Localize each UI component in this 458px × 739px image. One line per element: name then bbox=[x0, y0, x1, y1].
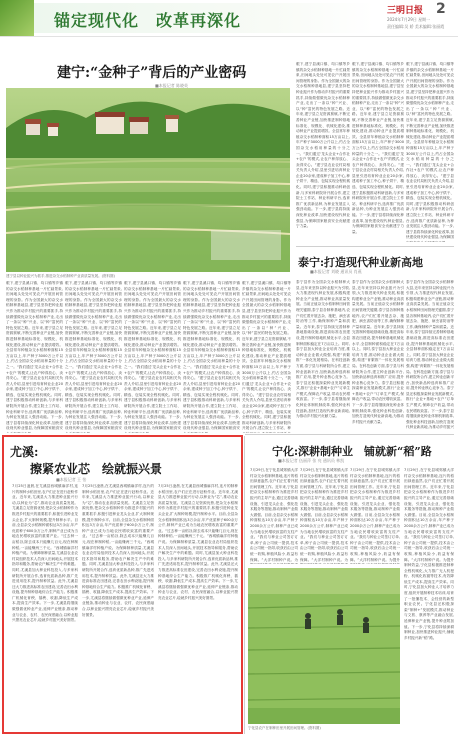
header-decoration bbox=[0, 0, 34, 36]
page-header bbox=[0, 0, 458, 37]
article2-column-3: 泰宁县作为全国杂交水稻制种大县,近年来坚持以种业振兴为引领,大力推进现代种业发展,积极构建种业全产业链,推动种业高质量发展。当前正值杂交水稻制种田间管理关键期,泰宁县各制种基地内,农户们忙着开展去杂、施肥、病虫害防治等工作,确保制种产量和质量。近年来,泰宁县持续完善制种基地基础设施,推进高标准农田建设,提升制种基地机械化水平,全县制种面积稳定在7万亩以上。同时,泰宁县加大种业企业培育力度,推动种业企业做大做强,构建“育繁推”一体化发展格局。在科技创新方面,泰宁县与科研院所合作,建立种业创新平台,加快新品种选育和推广应用,提升种业核心竞争力。泰宁县还积极探索种业发展新模式,推行“企业+基地+农户”订单生产模式,保障农户收益,带动农民增收致富。下一步,泰宁县将继续深化种业体制机制改革,强化种业科技创新,加快打造现代种业新高地,为推动乡村振兴 bbox=[406, 280, 454, 430]
article2-column-2: 泰宁县作为全国杂交水稻制种大县,近年来坚持以种业振兴为引领,大力推进现代种业发展,积极构建种业全产业链,推动种业高质量发展。当前正值杂交水稻制种田间管理关键期,泰宁县各制种基地内,农户们忙着开展去杂、施肥、病虫害防治等工作,确保制种产量和质量。近年来,泰宁县持续完善制种基地基础设施,推进高标准农田建设,提升制种基地机械化水平,全县制种面积稳定在7万亩以上。同时,泰宁县加大种业企业培育力度,推动种业企业做大做强,构建“育繁推”一体化发展格局。在科技创新方面,泰宁县与科研院所合作,建立种业创新平台,加快新品种选育和推广应用,提升种业核心竞争力。泰宁县还积极探索种业发展新模式,推行“企业+基地+农户”订单生产模式,保障农户收益,带动农民增收致富。下一步,泰宁县将继续深化种业体制机制改革,强化种业科技创新,加快打造现代种业新高地,为推动乡村振兴贡献力量。 bbox=[352, 280, 404, 424]
article2-byline: ■本报记者 刘晓 通讯员 肖燕 bbox=[310, 269, 362, 274]
article2-column-1: 泰宁县作为全国杂交水稻制种大县,近年来坚持以种业振兴为引领,大力推进现代种业发展,积极构建种业全产业链,推动种业高质量发展。当前正值杂交水稻制种田间管理关键期,泰宁县各制种基地内,农户们忙着开展去杂、施肥、病虫害防治等工作,确保制种产量和质量。近年来,泰宁县持续完善制种基地基础设施,推进高标准农田建设,提升制种基地机械化水平,全县制种面积稳定在7万亩以上。同时,泰宁县加大种业企业培育力度,推动种业企业做大做强,构建“育繁推”一体化发展格局。在科技创新方面,泰宁县与科研院所合作,建立种业创新平台,加快新品种选育和推广应用,提升种业核心竞争力。泰宁县还积极探索种业发展新模式,推行“企业+基地+农户”订单生产模式,保障农户收益,带动农民增收致富。下一步,泰宁县将继续深化种业体制机制改革,强化种业科技创新,加快打造现代种业新高地,为推动乡村振兴贡献力量。 bbox=[296, 280, 350, 419]
article3-title: 擦紧农业芯 绘就振兴景 bbox=[30, 462, 163, 476]
issue-date: 2024年7月29日 星期一 bbox=[387, 17, 431, 22]
article1-column-8: 眼下,建宁县溪口镇、均口镇等乡镇的杂交水稻制种基地一片忙碌景象,田间地头处处可见农户开展田间管理的身影。作为全国最大的杂交水稻制种基地县,建宁县坚持把种业振兴作为推动乡村振兴的重要抓手,持续做强做优杂交水稻制种产业,走出了一条以“种”兴业、以“种”富民的特色发展之路。近年来,建宁县立足资源禀赋,不断完善种业产业链,加快推进制种基地标准化、规模化、机械化建设,推动种业产业提质增效。全县常年种植杂交水稻制种面积15万亩以上,年产种子3000万公斤以上,约占全国杂交水稻用种量的十分之一。“我们通过‘龙头企业+合作社+农户’的模式,让农户种得放心、卖得安心。”建宁县农业农村局相关负责人介绍,县里引进培育种业企业20余家,建成种子加工中心,种子烘干、精选、包装实现全程机械化。同时,建宁县积极推动科研创新,与多家科研院所开展合作,建立院士工作站、种业科研平台,选育推广优质新品种,为种业发展注入强劲动能。下一步,建宁县将持续深化种业改革,加快建设现代种业强县,为保障国 bbox=[406, 62, 454, 240]
article4-caption: 宁化县农户在制种田里开展田间管理。(资料图) bbox=[248, 726, 321, 730]
article1-column-4: 眼下,建宁县溪口镇、均口镇等乡镇的杂交水稻制种基地一片忙碌景象,田间地头处处可见农户开展田间管理的身影。作为全国最大的杂交水稻制种基地县,建宁县坚持把种业振兴作为推动乡村振兴的重要抓手,持续做强做优杂交水稻制种产业,走出了一条以“种”兴业、以“种”富民的特色发展之路。近年来,建宁县立足资源禀赋,不断完善种业产业链,加快推进制种基地标准化、规模化、机械化建设,推动种业产业提质增效。全县常年种植杂交水稻制种面积15万亩以上,年产种子3000万公斤以上,约占全国杂交水稻用种量的十分之一。“我们通过‘龙头企业+合作社+农户’的模式,让农户种得放心、卖得安心。”建宁县农业农村局相关负责人介绍,县里引进培育种业企业20余家,建成种子加工中心,种子烘干、精选、包装实现全程机械化。同时,建宁县积极推动科研创新,与多家科研院所开展合作,建立院士工作站、种业科研平台,选育推广优质新品种,为种业发展注入强劲动能。下一步,建宁县将持续深化种业改革,加快建设现代种业强县,为保障国家粮食安 bbox=[183, 281, 240, 431]
article1-title: 建宁:“金种子”背后的产业密码 bbox=[57, 65, 247, 81]
article3-column-1: 7月25日凌晨,在尤溪县西城镇麻洋村,连片的制种水稻田里,农户们正在进行赶粉作业。近年来,尤溪县大力推进种业振兴行动,以种业为“芯”,推动农业高质量发展。尤溪县立足资源优势,把杂交水稻制种作为推进乡村振兴的重要抓手,积极引进种业龙头企业,扩大制种规模,提升制种水平。目前,全县杂交水稻制种面积达3万余亩,年产优质种子600余万公斤,制种产业已成为当地农民增收致富的重要产业。“过去种一亩稻谷,除去成本只能赚几百元,现在种制种稻,一亩能赚两三千元。”西城镇麻洋村种植户说。为保障制种质量,尤溪县农业农村局组织技术人员深入田间地头,开展技术指导和服务,帮助农户解决生产中的难题。同时,尤溪县加大种业科技投入,与多家科研院所开展合作,选育优质新品种,推广先进适用技术,提升制种效益。此外,尤溪县还大力推进高标准农田建设,完善农田水利设施,提升制种基地综合生产能力。积极推广机械化育秧、插秧、收割,降低生产成本,提高生产效率。下一步,尤溪县将继续做强做优种业产业,延伸产业链条,推动种业与农业、农村、农民深度融合,以种业振兴擦亮农业芯片,绘就乡村振兴美好图景。 bbox=[12, 484, 78, 623]
article1-column-6: 眼下,建宁县溪口镇、均口镇等乡镇的杂交水稻制种基地一片忙碌景象,田间地头处处可见农户开展田间管理的身影。作为全国最大的杂交水稻制种基地县,建宁县坚持把种业振兴作为推动乡村振兴的重要抓手,持续做强做优杂交水稻制种产业,走出了一条以“种”兴业、以“种”富民的特色发展之路。近年来,建宁县立足资源禀赋,不断完善种业产业链,加快推进制种基地标准化、规模化、机械化建设,推动种业产业提质增效。全县常年种植杂交水稻制种面积15万亩以上,年产种子3000万公斤以上,约占全国杂交水稻用种量的十分之一。“我们通过‘龙头企业+合作社+农户’的模式,让农户种得放心、卖得安心。”建宁县农业农村局相关负责人介绍,县里引进培育种业企业20余家,建成种子加工中心,种子烘干、精选、包装实现全程机械化。同时,建宁县积极推动科研创新,与多家科研院所开展合作,建立院士工作站、种业科研平台,选育推广优质新品种,为种业发展注入强劲动能。下一步,建宁县将持续深化种业改革,加快建设现代种业强县,为保障国家粮食安全贡献建宁力量。 bbox=[296, 62, 350, 229]
article3-column-3: 7月25日凌晨,在尤溪县西城镇麻洋村,连片的制种水稻田里,农户们正在进行赶粉作业。近年来,尤溪县大力推进种业振兴行动,以种业为“芯”,推动农业高质量发展。尤溪县立足资源优势,把杂交水稻制种作为推进乡村振兴的重要抓手,积极引进种业龙头企业,扩大制种规模,提升制种水平。目前,全县杂交水稻制种面积达3万余亩,年产优质种子600余万公斤,制种产业已成为当地农民增收致富的重要产业。“过去种一亩稻谷,除去成本只能赚几百元,现在种制种稻,一亩能赚两三千元。”西城镇麻洋村种植户说。为保障制种质量,尤溪县农业农村局组织技术人员深入田间地头,开展技术指导和服务,帮助农户解决生产中的难题。同时,尤溪县加大种业科技投入,与多家科研院所开展合作,选育优质新品种,推广先进适用技术,提升制种效益。此外,尤溪县还大力推进高标准农田建设,完善农田水利设施,提升制种基地综合生产能力。积极推广机械化育秧、插秧、收割,降低生产成本,提高生产效率。下一步,尤溪县将继续做强做优种业产业,延伸产业链条,推动种业与农业、农村、农民深度融合,以种业振兴擦亮农业芯片,绘就乡村振兴美好图景。 bbox=[158, 484, 238, 600]
newspaper-name: 三明日报 bbox=[387, 6, 424, 16]
article1-column-7: 眼下,建宁县溪口镇、均口镇等乡镇的杂交水稻制种基地一片忙碌景象,田间地头处处可见农户开展田间管理的身影。作为全国最大的杂交水稻制种基地县,建宁县坚持把种业振兴作为推动乡村振兴的重要抓手,持续做强做优杂交水稻制种产业,走出了一条以“种”兴业、以“种”富民的特色发展之路。近年来,建宁县立足资源禀赋,不断完善种业产业链,加快推进制种基地标准化、规模化、机械化建设,推动种业产业提质增效。全县常年种植杂交水稻制种面积15万亩以上,年产种子3000万公斤以上,约占全国杂交水稻用种量的十分之一。“我们通过‘龙头企业+合作社+农户’的模式,让农户种得放心、卖得安心。”建宁县农业农村局相关负责人介绍,县里引进培育种业企业20余家,建成种子加工中心,种子烘干、精选、包装实现全程机械化。同时,建宁县积极推动科研创新,与多家科研院所开展合作,建立院士工作站、种业科研平台,选育推广优质新品种,为种业发展注入强劲动能。下一步,建宁县将持续深化种业改革,加快建设现代种业强县,为保障国家粮食安全贡献建宁力量。 bbox=[352, 62, 404, 234]
article1-column-3: 眼下,建宁县溪口镇、均口镇等乡镇的杂交水稻制种基地一片忙碌景象,田间地头处处可见农户开展田间管理的身影。作为全国最大的杂交水稻制种基地县,建宁县坚持把种业振兴作为推动乡村振兴的重要抓手,持续做强做优杂交水稻制种产业,走出了一条以“种”兴业、以“种”富民的特色发展之路。近年来,建宁县立足资源禀赋,不断完善种业产业链,加快推进制种基地标准化、规模化、机械化建设,推动种业产业提质增效。全县常年种植杂交水稻制种面积15万亩以上,年产种子3000万公斤以上,约占全国杂交水稻用种量的十分之一。“我们通过‘龙头企业+合作社+农户’的模式,让农户种得放心、卖得安心。”建宁县农业农村局相关负责人介绍,县里引进培育种业企业20余家,建成种子加工中心,种子烘干、精选、包装实现全程机械化。同时,建宁县积极推动科研创新,与多家科研院所开展合作,建立院士工作站、种业科研平台,选育推广优质新品种,为种业发展注入强劲动能。下一步,建宁县将持续深化种业改革,加快建设现代种业强县,为保障国家粮食安 bbox=[124, 281, 181, 431]
divider-line bbox=[296, 246, 454, 247]
section-banner: 锚定现代化 改革再深化 bbox=[54, 11, 242, 30]
article2-title: 泰宁:打造现代种业新高地 bbox=[298, 256, 424, 269]
article1-column-2: 眼下,建宁县溪口镇、均口镇等乡镇的杂交水稻制种基地一片忙碌景象,田间地头处处可见农户开展田间管理的身影。作为全国最大的杂交水稻制种基地县,建宁县坚持把种业振兴作为推动乡村振兴的重要抓手,持续做强做优杂交水稻制种产业,走出了一条以“种”兴业、以“种”富民的特色发展之路。近年来,建宁县立足资源禀赋,不断完善种业产业链,加快推进制种基地标准化、规模化、机械化建设,推动种业产业提质增效。全县常年种植杂交水稻制种面积15万亩以上,年产种子3000万公斤以上,约占全国杂交水稻用种量的十分之一。“我们通过‘龙头企业+合作社+农户’的模式,让农户种得放心、卖得安心。”建宁县农业农村局相关负责人介绍,县里引进培育种业企业20余家,建成种子加工中心,种子烘干、精选、包装实现全程机械化。同时,建宁县积极推动科研创新,与多家科研院所开展合作,建立院士工作站、种业科研平台,选育推广优质新品种,为种业发展注入强劲动能。下一步,建宁县将持续深化种业改革,加快建设现代种业强县,为保障国家粮食安 bbox=[65, 281, 122, 431]
article4-column-4: 7月29日,在宁化县城郊镇大洋村杂交水稻制种基地,连片的稻田绿意盎然,农户们正忙着开展田间管理工作。近年来,宁化县把杂交水稻制种作为推进乡村振兴的主导产业,通过完善基础设施、引进龙头企业、强化技术服务等措施,推动制种产业做大做强。目前,全县杂交水稻制种面积达10万余亩,年产种子2000余万公斤,制种产业已成为当地农民增收致富的支柱产业。“我们与种业公司签订订单,种子由公司统一提供,技术由公司统一指导,收获后由公司统一收购,种植风险小,收益有保障。”大洋村制种户说。为提升制种效益,宁化县积极推进制种全程机械化,大力推广无人机授粉、机械化收割等技术,有效降低生产成本,提高生产效率。同时,宁化县加大种业人才培养力度,组织开展制种技术培训,培育了一批懂技术、会经营的新型职业农民。宁化县还积极探索“制种+”发展模式,推动种业与文旅、康养等产业融合发展,延伸种业产业链,提升种业附加值。下一步,宁化县将持续深耕制种业,加快推进种业振兴,铺就乡村振兴新“稻”路。 bbox=[404, 468, 454, 640]
article1-caption: 建宁县以种业振兴为抓手,推进杂交水稻制种产业高质量发展。(资料图) bbox=[6, 274, 115, 278]
article1-byline: ■本报记者 陈晓英 bbox=[155, 83, 189, 88]
article4-column-3: 7月29日,在宁化县城郊镇大洋村杂交水稻制种基地,连片的稻田绿意盎然,农户们正忙着开展田间管理工作。近年来,宁化县把杂交水稻制种作为推进乡村振兴的主导产业,通过完善基础设施、引进龙头企业、强化技术服务等措施,推动制种产业做大做强。目前,全县杂交水稻制种面积达10万余亩,年产种子2000余万公斤,制种产业已成为当地农民增收致富的支柱产业。“我们与种业公司签订订单,种子由公司统一提供,技术由公司统一指导,收获后由公司统一收购,种植风险小,收益有保障。”大洋村制种户说。为提升 bbox=[350, 468, 400, 562]
article4-byline: ■本报记者 伍丽萍 张 亮 通讯员 林凯 bbox=[278, 458, 345, 463]
divider-line bbox=[244, 436, 245, 734]
article3-kicker: 尤溪: bbox=[10, 445, 39, 459]
editor-credits: 责任编辑:吴 娇 美术编辑:张丽霞 bbox=[387, 24, 445, 29]
article3-column-2: 7月25日凌晨,在尤溪县西城镇麻洋村,连片的制种水稻田里,农户们正在进行赶粉作业。近年来,尤溪县大力推进种业振兴行动,以种业为“芯”,推动农业高质量发展。尤溪县立足资源优势,把杂交水稻制种作为推进乡村振兴的重要抓手,积极引进种业龙头企业,扩大制种规模,提升制种水平。目前,全县杂交水稻制种面积达3万余亩,年产优质种子600余万公斤,制种产业已成为当地农民增收致富的重要产业。“过去种一亩稻谷,除去成本只能赚几百元,现在种制种稻,一亩能赚两三千元。”西城镇麻洋村种植户说。为保障制种质量,尤溪县农业农村局组织技术人员深入田间地头,开展技术指导和服务,帮助农户解决生产中的难题。同时,尤溪县加大种业科技投入,与多家科研院所开展合作,选育优质新品种,推广先进适用技术,提升制种效益。此外,尤溪县还大力推进高标准农田建设,完善农田水利设施,提升制种基地综合生产能力。积极推广机械化育秧、插秧、收割,降低生产成本,提高生产效率。下一步,尤溪县将继续做强做优种业产业,延伸产业链条,推动种业与农业、农村、农民深度融合,以种业振兴擦亮农业芯片,绘就乡村振兴美好图景。 bbox=[82, 484, 154, 617]
article4-title: 宁化:深耕制种业 铺就新“稻”路 bbox=[272, 445, 432, 458]
article4-photo-field bbox=[248, 568, 400, 724]
article1-column-5: 眼下,建宁县溪口镇、均口镇等乡镇的杂交水稻制种基地一片忙碌景象,田间地头处处可见农户开展田间管理的身影。作为全国最大的杂交水稻制种基地县,建宁县坚持把种业振兴作为推动乡村振兴的重要抓手,持续做强做优杂交水稻制种产业,走出了一条以“种”兴业、以“种”富民的特色发展之路。近年来,建宁县立足资源禀赋,不断完善种业产业链,加快推进制种基地标准化、规模化、机械化建设,推动种业产业提质增效。全县常年种植杂交水稻制种面积15万亩以上,年产种子3000万公斤以上,约占全国杂交水稻用种量的十分之一。“我们通过‘龙头企业+合作社+农户’的模式,让农户种得放心、卖得安心。”建宁县农业农村局相关负责人介绍,县里引进培育种业企业20余家,建成种子加工中心,种子烘干、精选、包装实现全程机械化。同时,建宁县积极推动科研创新,与多家科研院所开展合作,建立院士工作站、种 bbox=[242, 281, 291, 431]
article1-column-1: 眼下,建宁县溪口镇、均口镇等乡镇的杂交水稻制种基地一片忙碌景象,田间地头处处可见农户开展田间管理的身影。作为全国最大的杂交水稻制种基地县,建宁县坚持把种业振兴作为推动乡村振兴的重要抓手,持续做强做优杂交水稻制种产业,走出了一条以“种”兴业、以“种”富民的特色发展之路。近年来,建宁县立足资源禀赋,不断完善种业产业链,加快推进制种基地标准化、规模化、机械化建设,推动种业产业提质增效。全县常年种植杂交水稻制种面积15万亩以上,年产种子3000万公斤以上,约占全国杂交水稻用种量的十分之一。“我们通过‘龙头企业+合作社+农户’的模式,让农户种得放心、卖得安心。”建宁县农业农村局相关负责人介绍,县里引进培育种业企业20余家,建成种子加工中心,种子烘干、精选、包装实现全程机械化。同时,建宁县积极推动科研创新,与多家科研院所开展合作,建立院士工作站、种业科研平台,选育推广优质新品种,为种业发展注入强劲动能。下一步,建宁县将持续深化种业改革,加快建设现代种业强县,为保障国家粮食安 bbox=[6, 281, 63, 431]
article1-photo-farmland bbox=[6, 88, 290, 272]
page-number: 2 bbox=[436, 1, 446, 17]
article3-byline: ■本报记者 王 怡 bbox=[56, 477, 87, 482]
divider-line bbox=[245, 434, 454, 435]
article4-column-1: 7月29日,在宁化县城郊镇大洋村杂交水稻制种基地,连片的稻田绿意盎然,农户们正忙着开展田间管理工作。近年来,宁化县把杂交水稻制种作为推进乡村振兴的主导产业,通过完善基础设施、引进龙头企业、强化技术服务等措施,推动制种产业做大做强。目前,全县杂交水稻制种面积达10万余亩,年产种子2000余万公斤,制种产业已成为当地农民增收致富的支柱产业。“我们与种业公司签订订单,种子由公司统一提供,技术由公司统一指导,收获后由公司统一收购,种植风险小,收益有保障。”大洋村制种户说。为 bbox=[250, 468, 298, 562]
article4-column-2: 7月29日,在宁化县城郊镇大洋村杂交水稻制种基地,连片的稻田绿意盎然,农户们正忙着开展田间管理工作。近年来,宁化县把杂交水稻制种作为推进乡村振兴的主导产业,通过完善基础设施、引进龙头企业、强化技术服务等措施,推动制种产业做大做强。目前,全县杂交水稻制种面积达10万余亩,年产种子2000余万公斤,制种产业已成为当地农民增收致富的支柱产业。“我们与种业公司签订订单,种子由公司统一提供,技术由公司统一指导,收获后由公司统一收购,种植风险小,收益有保障。”大洋村制种户说。为 bbox=[300, 468, 348, 562]
